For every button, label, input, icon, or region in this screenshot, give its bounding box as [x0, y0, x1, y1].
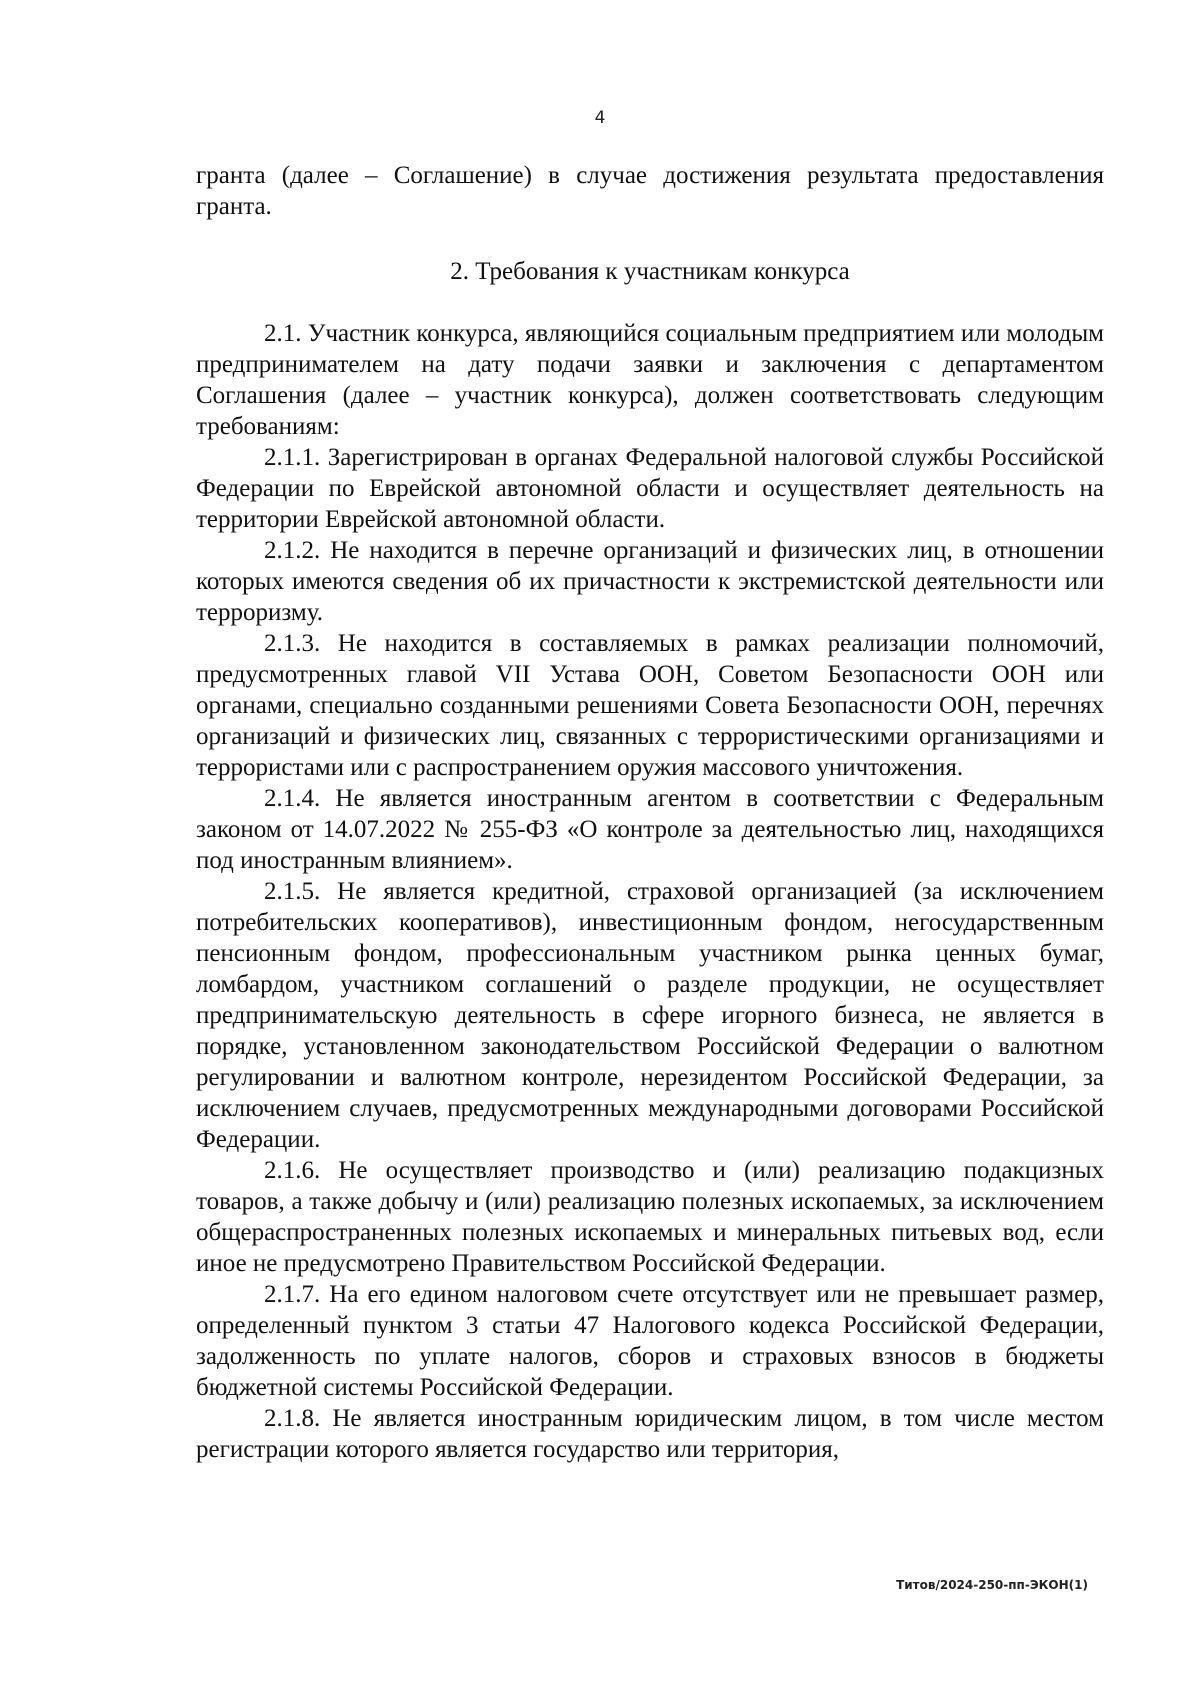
- paragraph-2-1-7: 2.1.7. На его едином налоговом счете отсутствует или не превышает размер, определенный пунктом 3 статьи 47 Налогового кодекса Российской Федерации, задолженность по уплате налогов, сборов и страховых взносов в бюджеты бюджетной системы Российской Федерации.: [196, 1281, 1104, 1401]
- paragraph-2-1-4: 2.1.4. Не является иностранным агентом в соответствии с Федеральным законом от 14.07.2022 № 255-ФЗ «О контроле за деятельностью лиц, находящихся под иностранным влиянием».: [196, 785, 1104, 874]
- document-body: [196, 160, 1104, 1465]
- paragraph-2-1-3: 2.1.3. Не находится в составляемых в рамках реализации полномочий, предусмотренных главой VII Устава ООН, Советом Безопасности ООН или органами, специально созданными решениями Совета Безопасности ООН, перечнях организаций и физических лиц, связанных с террористическими организациями и террористами или с распространением оружия массового уничтожения.: [196, 630, 1104, 781]
- page-number: 4: [594, 108, 606, 128]
- paragraph-intro: гранта (далее – Соглашение) в случае достижения результата предоставления гранта.: [196, 162, 1104, 220]
- paragraph-2-1-2: 2.1.2. Не находится в перечне организаций и физических лиц, в отношении которых имеются сведения об их причастности к экстремистской деятельности или терроризму.: [196, 537, 1104, 626]
- document-footer-code: Титов/2024-250-пп-ЭКОН(1): [896, 1578, 1088, 1592]
- paragraph-2-1-5: 2.1.5. Не является кредитной, страховой организацией (за исключением потребительских кооперативов), инвестиционным фондом, негосударственным пенсионным фондом, профессиональным участником рынка ценных бумаг, ломбардом, участником соглашений о разделе продукции, не осуществляет предпринимательскую деятельность в сфере игорного бизнеса, не является в порядке, установленном законодательством Российской Федерации о валютном регулировании и валютном контроле, нерезидентом Российской Федерации, за исключением случаев, предусмотренных международными договорами Российской Федерации.: [196, 878, 1104, 1153]
- paragraph-2-1-8: 2.1.8. Не является иностранным юридическим лицом, в том числе местом регистрации которого является государство или территория,: [196, 1405, 1104, 1463]
- section-heading: 2. Требования к участникам конкурса: [450, 258, 850, 285]
- paragraph-2-1: 2.1. Участник конкурса, являющийся социальным предприятием или молодым предпринимателем на дату подачи заявки и заключения с департаментом Соглашения (далее – участник конкурса), должен соответствовать следующим требованиям:: [196, 320, 1104, 440]
- paragraph-2-1-1: 2.1.1. Зарегистрирован в органах Федеральной налоговой службы Российской Федерации по Еврейской автономной области и осуществляет деятельность на территории Еврейской автономной области.: [196, 444, 1104, 533]
- paragraph-2-1-6: 2.1.6. Не осуществляет производство и (или) реализацию подакцизных товаров, а также добычу и (или) реализацию полезных ископаемых, за исключением общераспространенных полезных ископаемых и минеральных питьевых вод, если иное не предусмотрено Правительством Российской Федерации.: [196, 1157, 1104, 1277]
